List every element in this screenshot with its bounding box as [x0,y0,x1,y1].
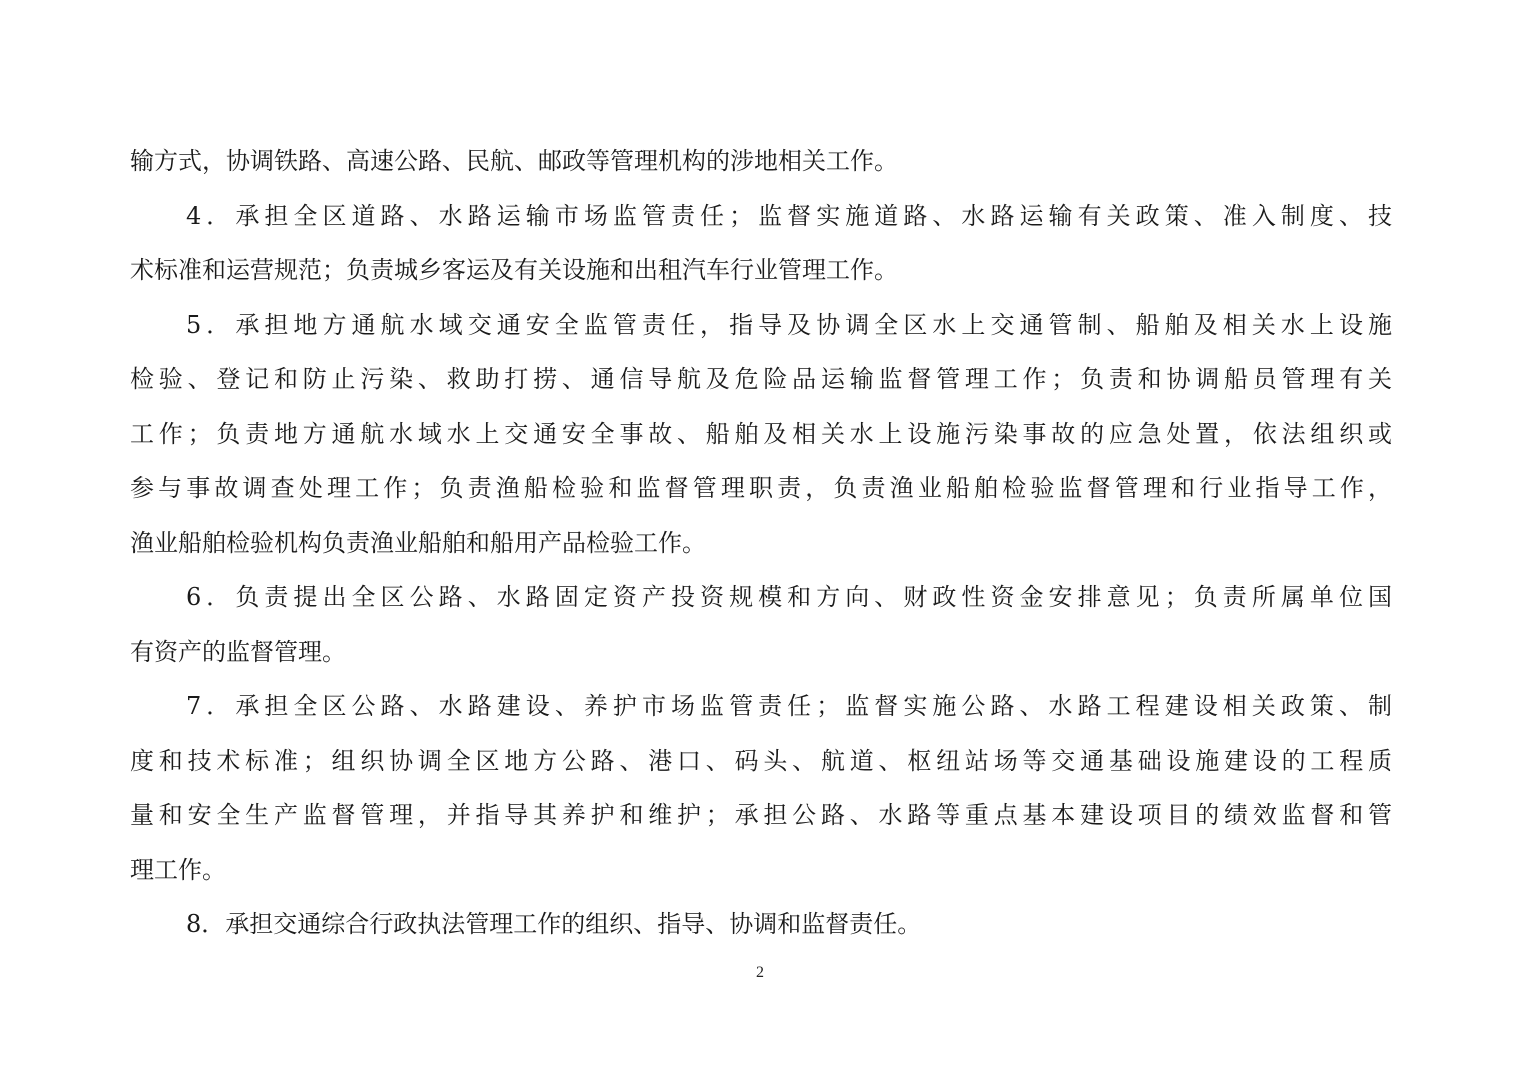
text-line: 工作；负责地方通航水域水上交通安全事故、船舶及相关水上设施污染事故的应急处置，依法组织或 [130,419,1392,448]
text-line: 有资产的监督管理。 [130,637,346,666]
text-line: 7．承担全区公路、水路建设、养护市场监管责任；监督实施公路、水路工程建设相关政策、制 [186,692,1392,720]
text-line: 术标准和运营规范；负责城乡客运及有关设施和出租汽车行业管理工作。 [130,256,898,284]
page-number: 2 [756,964,764,981]
document-body [130,134,1392,952]
text-line: 检验、登记和防止污染、救助打捞、通信导航及危险品运输监督管理工作；负责和协调船员管理有关 [130,365,1392,393]
text-line: 度和技术标准；组织协调全区地方公路、港口、码头、航道、枢纽站场等交通基础设施建设的工程质 [130,746,1392,775]
text-line: 渔业船舶检验机构负责渔业船舶和船用产品检验工作。 [130,528,706,557]
text-line: 4．承担全区道路、水路运输市场监管责任；监督实施道路、水路运输有关政策、准入制度、技 [186,201,1392,230]
text-line: 输方式，协调铁路、高速公路、民航、邮政等管理机构的涉地相关工作。 [130,147,898,175]
text-line: 5．承担地方通航水域交通安全监管责任，指导及协调全区水上交通管制、船舶及相关水上设施 [186,310,1392,339]
text-line: 理工作。 [130,855,226,884]
text-line: 6．负责提出全区公路、水路固定资产投资规模和方向、财政性资金安排意见；负责所属单位国 [186,583,1392,611]
text-line: 量和安全生产监督管理，并指导其养护和维护；承担公路、水路等重点基本建设项目的绩效监督和管 [130,801,1392,829]
text-line: 参与事故调查处理工作；负责渔船检验和监督管理职责，负责渔业船舶检验监督管理和行业指导工作， [130,474,1392,502]
text-line: 8．承担交通综合行政执法管理工作的组织、指导、协调和监督责任。 [186,910,922,938]
